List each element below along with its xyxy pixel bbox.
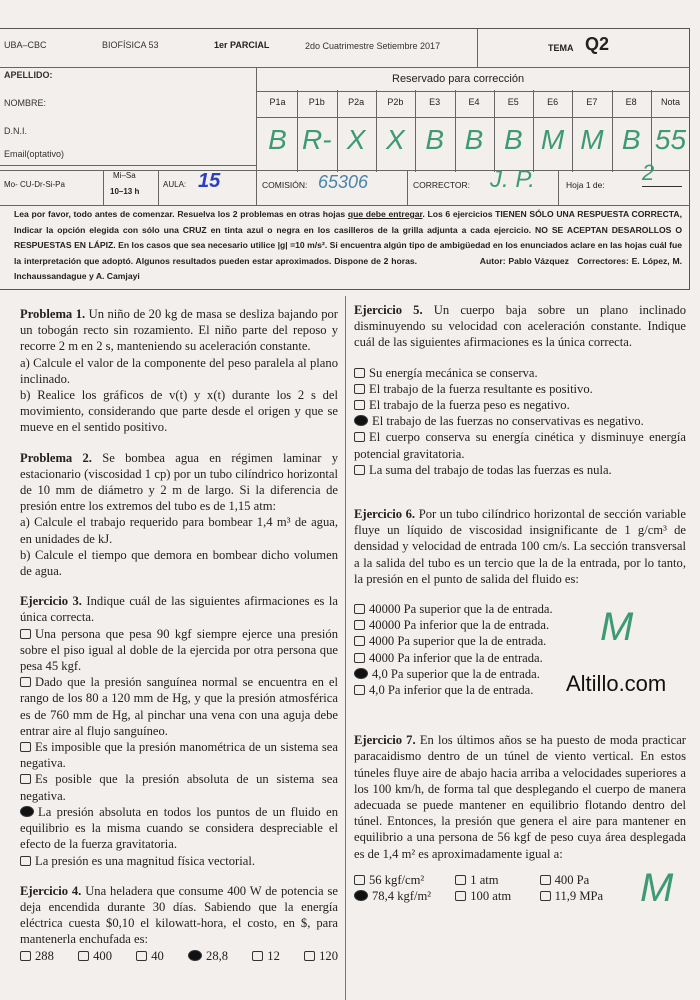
answer-option[interactable] (354, 397, 686, 413)
comision-value: 65306 (318, 172, 369, 192)
exercise-4 (20, 883, 338, 964)
grade-mark: M (580, 124, 604, 155)
answer-option[interactable] (354, 650, 543, 666)
horario-days: Mi–Sa (113, 171, 136, 180)
checkbox[interactable] (354, 400, 365, 410)
checkbox[interactable] (354, 432, 365, 442)
tema-value: Q2 (585, 34, 610, 54)
exercise-5 (354, 302, 686, 478)
checkbox[interactable] (78, 951, 89, 961)
checkbox[interactable] (354, 465, 365, 475)
answer-option[interactable] (540, 888, 624, 904)
exercise-title: Ejercicio 6. (354, 507, 416, 522)
option-label: 11,9 MPa (554, 889, 604, 904)
instructions-underlined: que debe entregar (347, 209, 423, 219)
grading-column-e6: E6 (547, 97, 559, 107)
problem-part: b) Realice los gráficos de v(t) y x(t) durante los 2 s del movimiento, considerando que parte desde el origen y que se mueve en el sentido positivo. (20, 388, 338, 435)
answer-option[interactable] (20, 739, 338, 771)
problem-text: Un niño de 20 kg de masa se desliza bajando por un tobogán recto sin rozamiento. El niño parte del reposo y recorre 2 m en 2 s, manteniendo su aceleración constante. (20, 307, 339, 354)
comision-label: COMISIÓN: (262, 180, 308, 190)
answer-option[interactable] (354, 462, 686, 478)
checkbox-checked[interactable] (354, 415, 368, 426)
subject: BIOFÍSICA 53 (102, 40, 159, 50)
sede: Mo- CU-Dr-Si-Pa (4, 180, 65, 189)
answer-option[interactable] (20, 804, 338, 853)
exercise-text: Un cuerpo baja sobre un plano inclinado disminuyendo su velocidad con aceleración constante. Indique cuál de las siguientes afirmaciones es la única correcta. (354, 303, 686, 350)
institution: UBA–CBC (4, 40, 47, 50)
exercise-3 (20, 593, 338, 868)
answer-option[interactable] (354, 872, 455, 888)
grade-mark: M (540, 124, 565, 155)
checkbox[interactable] (20, 856, 31, 866)
grading-column-e3: E3 (429, 97, 441, 107)
exercise-7-grade-mark: M (640, 865, 674, 910)
option-label: El trabajo de la fuerza peso es negativo. (369, 398, 570, 413)
grading-column-e7: E7 (586, 97, 598, 107)
grading-column-e5: E5 (507, 97, 519, 107)
option-label: Dado que la presión sanguínea normal se encuentra en el rango de los 80 a 120 mm de Hg, y que la presión atmosférica es de 760 mm de Hg, al pinchar una vena con una aguja debe entrar aire al flujo sanguíneo. (20, 675, 338, 738)
instructions (14, 207, 682, 285)
option-label: La suma del trabajo de todas las fuerzas es nula. (369, 462, 612, 477)
checkbox[interactable] (354, 685, 365, 695)
answer-option[interactable] (304, 948, 338, 964)
option-label: 40000 Pa superior que la de entrada. (369, 602, 553, 617)
option-label: 1 atm (470, 872, 499, 887)
option-label: 4000 Pa inferior que la de entrada. (369, 650, 543, 665)
exercise-text: Indique cuál de las siguientes afirmaciones es la única correcta. (20, 594, 338, 625)
answer-option[interactable] (455, 872, 539, 888)
answer-option[interactable] (354, 682, 533, 698)
option-label: El cuerpo conserva su energía cinética y disminuye energía potencial gravitatoria. (354, 430, 686, 461)
grading-column-p2a: P2a (348, 97, 365, 107)
answer-option[interactable] (354, 666, 540, 682)
option-label: 4,0 Pa inferior que la de entrada. (369, 683, 534, 698)
option-label: 400 Pa (554, 872, 590, 887)
option-label: El trabajo de las fuerzas no conservativas es negativo. (372, 414, 644, 429)
answer-option[interactable] (354, 617, 549, 633)
left-column (20, 306, 338, 964)
option-label: La presión absoluta en todos los puntos de un fluido en equilibrio es la misma cuando se considera despreciable el efecto de la fuerza gravitatoria. (20, 804, 338, 852)
answer-option[interactable] (136, 948, 164, 964)
checkbox-checked[interactable] (188, 950, 202, 961)
option-label: El trabajo de la fuerza resultante es positivo. (369, 381, 593, 396)
instructions-text-2: . Los 6 ejercicios TIENEN SÓLO UNA RESPUESTA CORRECTA, Indicar la opción elegida con sólo una CRUZ en tinta azul o negra en los casilleros de la grilla adjunta a cada ejercicio. NO SE ACEPTAN DESAROLLOS O RESPUESTAS EN LÁPIZ. En los casos que sea necesario utilice |g| =10 m/s². Si encuentra algún tipo de ambigüedad en los enunciados aclare en las hojas cuál fue la interpretación que adoptó. Algunos resultados pueden estar aproximados. Dispone de 2 horas. (14, 209, 682, 266)
hoja-value: 2 (642, 160, 682, 187)
problem-part: b) Calcule el tiempo que demora en bombear dicho volumen de agua. (20, 547, 338, 579)
corrector-label: CORRECTOR: (413, 180, 470, 190)
exam-period: 2do Cuatrimestre Setiembre 2017 (305, 41, 441, 51)
checkbox[interactable] (354, 875, 365, 885)
option-label: Una persona que pesa 90 kgf siempre ejerce una presión sobre el piso igual al doble de la ejercida por otra persona que pesa 45 kgf. (20, 626, 338, 674)
exercise-text: En los últimos años se ha puesto de moda practicar paracaidismo dentro de un túnel de viento vertical. En estos túneles fluye aire de abajo hacia arriba a velocidades superiores a los 100 km/h, de forma tal que desplegando el cuerpo de manera adecuada se puede mantener en equilibrio flotando dentro del túnel. Entonces, la presión que genera el aire para mantener en equilibrio a una persona de 56 kgf de peso cuya área desplegada es de 1,4 m² es aproximadamente igual a: (354, 733, 686, 861)
option-label: 28,8 (206, 948, 229, 963)
grade-mark: R- (302, 124, 332, 155)
answer-option[interactable] (540, 872, 624, 888)
answer-option[interactable] (20, 626, 338, 675)
option-label: 4,0 Pa superior que la de entrada. (372, 666, 540, 681)
exercise-title: Ejercicio 5. (354, 303, 423, 317)
exercise-5-options (354, 365, 686, 478)
answer-option[interactable] (354, 633, 546, 649)
tema-label: TEMA (548, 43, 574, 53)
answer-option[interactable] (354, 429, 686, 461)
problem-title: Problema 1. (20, 307, 86, 321)
checkbox[interactable] (354, 368, 365, 378)
option-label: 40 (151, 948, 164, 963)
exercise-text: Una heladera que consume 400 W de potencia se deja encendida durante 30 días. Sabiendo que la energía eléctrica cuesta $0,10 el kilowatt-hora, el costo, en $, para mantenerla enchufada es: (20, 883, 338, 947)
checkbox[interactable] (252, 951, 263, 961)
checkbox-checked[interactable] (20, 806, 34, 817)
checkbox[interactable] (354, 620, 365, 630)
grading-title: Reservado para corrección (392, 73, 525, 85)
option-label: 40000 Pa inferior que la de entrada. (369, 618, 550, 633)
problem-2 (20, 450, 338, 580)
option-label: Es posible que la presión absoluta de un sistema sea negativa. (20, 772, 338, 803)
option-label: 12 (267, 948, 280, 963)
grading-column-p2b: P2b (387, 97, 404, 107)
grading-column-p1a: P1a (269, 97, 286, 107)
grade-mark: B (425, 124, 445, 155)
checkbox[interactable] (20, 742, 31, 752)
answer-option[interactable] (354, 601, 553, 617)
answer-option[interactable] (354, 365, 686, 381)
problem-1 (20, 306, 338, 436)
exercise-7-options (354, 872, 624, 904)
watermark: Altillo.com (566, 671, 667, 697)
grade-mark: X (346, 124, 366, 155)
option-label: 120 (319, 948, 338, 963)
aula-label: AULA: (163, 180, 187, 189)
exercise-title: Ejercicio 7. (354, 733, 416, 748)
nombre-label[interactable]: NOMBRE: (4, 98, 47, 108)
checkbox[interactable] (540, 875, 551, 885)
answer-option[interactable] (455, 888, 539, 904)
dni-label[interactable]: D.N.I. (4, 126, 28, 136)
hoja-label: Hoja 1 de: (566, 180, 605, 190)
exercise-6-grade-mark: M (600, 605, 634, 650)
aula-value: 15 (198, 170, 221, 192)
problem-part: a) Calcule el valor de la componente del peso paralela al plano inclinado. (20, 355, 338, 386)
option-label: 400 (93, 948, 112, 963)
answer-option[interactable] (20, 771, 338, 803)
horario-hours: 10–13 h (110, 187, 140, 196)
grade-mark: B (503, 124, 523, 155)
exam-name: 1er PARCIAL (214, 40, 270, 50)
instructions-text: Lea por favor, todo antes de comenzar. Resuelva los 2 problemas en otras hojas (14, 209, 348, 219)
option-label: Su energía mecánica se conserva. (369, 365, 538, 380)
corrector-value: J. P. (490, 166, 535, 193)
problem-title: Problema 2. (20, 450, 92, 465)
option-label: 100 atm (470, 889, 512, 904)
option-label: 78,4 kgf/m² (372, 889, 432, 904)
grading-column-nota: Nota (660, 97, 680, 107)
answer-option[interactable] (354, 381, 686, 397)
exercise-title: Ejercicio 4. (20, 883, 82, 898)
apellido-label[interactable]: APELLIDO: (4, 70, 53, 80)
option-label: 4000 Pa superior que la de entrada. (369, 634, 547, 649)
grade-mark: 55 (654, 124, 687, 155)
option-label: La presión es una magnitud física vectorial. (35, 853, 255, 868)
grading-column-e8: E8 (625, 97, 637, 107)
option-label: Es imposible que la presión manométrica de un sistema sea negativa. (20, 740, 338, 771)
exercise-3-options (20, 626, 338, 869)
checkbox[interactable] (354, 384, 365, 394)
answer-option[interactable] (354, 888, 455, 904)
grade-mark: B (268, 124, 287, 155)
grading-column-e4: E4 (468, 97, 480, 107)
checkbox[interactable] (20, 951, 31, 961)
grade-mark: B (621, 124, 641, 155)
exercise-title: Ejercicio 3. (20, 594, 82, 609)
checkbox[interactable] (136, 951, 147, 961)
checkbox[interactable] (354, 604, 365, 614)
answer-option[interactable] (188, 948, 228, 964)
exercise-4-options (20, 948, 338, 964)
checkbox[interactable] (354, 636, 365, 646)
checkbox[interactable] (455, 891, 466, 901)
correctors: Correctores: E. López, M. Inchaussandague y A. Camjayi (14, 255, 682, 281)
right-column (354, 302, 686, 904)
checkbox[interactable] (304, 951, 315, 961)
grade-mark: B (464, 124, 484, 155)
answer-option[interactable] (354, 413, 686, 429)
checkbox[interactable] (20, 629, 31, 639)
answer-option[interactable] (20, 674, 338, 739)
checkbox-checked[interactable] (354, 668, 368, 679)
answer-option[interactable] (252, 948, 280, 964)
answer-option[interactable] (20, 853, 338, 869)
checkbox[interactable] (354, 653, 365, 663)
option-label: 288 (35, 948, 54, 963)
email-label[interactable]: Email(optativo) (4, 149, 65, 159)
option-label: 56 kgf/cm² (369, 872, 425, 887)
problem-text: Se bombea agua en régimen laminar y estacionario (viscosidad 1 cp) por un tubo cilíndrico horizontal de 10 mm de diámetro y 2 m de largo. Si la diferencia de presión entre los extremos del tubo es de 1,15 atm: (20, 450, 338, 514)
grade-mark: X (386, 124, 405, 155)
checkbox[interactable] (455, 875, 466, 885)
author: Autor: Pablo Vázquez (479, 255, 569, 266)
exercise-text: Por un tubo cilíndrico horizontal de sección variable fluye un líquido de viscosidad insignificante de 1 g/cm³ de densidad y velocidad de entrada 100 cm/s. La sección transversal a la salida del tubo es un tercio que la de la entrada, por lo tanto, la presión en el punto de salida del fluido es: (354, 507, 686, 586)
checkbox[interactable] (20, 774, 31, 784)
exercise-7 (354, 732, 686, 904)
answer-option[interactable] (78, 948, 112, 964)
checkbox-checked[interactable] (354, 890, 368, 901)
grading-column-p1b: P1b (308, 97, 325, 107)
answer-option[interactable] (20, 948, 54, 964)
checkbox[interactable] (540, 891, 551, 901)
problem-part: a) Calcule el trabajo requerido para bombear 1,4 m³ de agua, en unidades de kJ. (20, 515, 338, 546)
checkbox[interactable] (20, 677, 31, 687)
exercise-6 (354, 506, 686, 698)
